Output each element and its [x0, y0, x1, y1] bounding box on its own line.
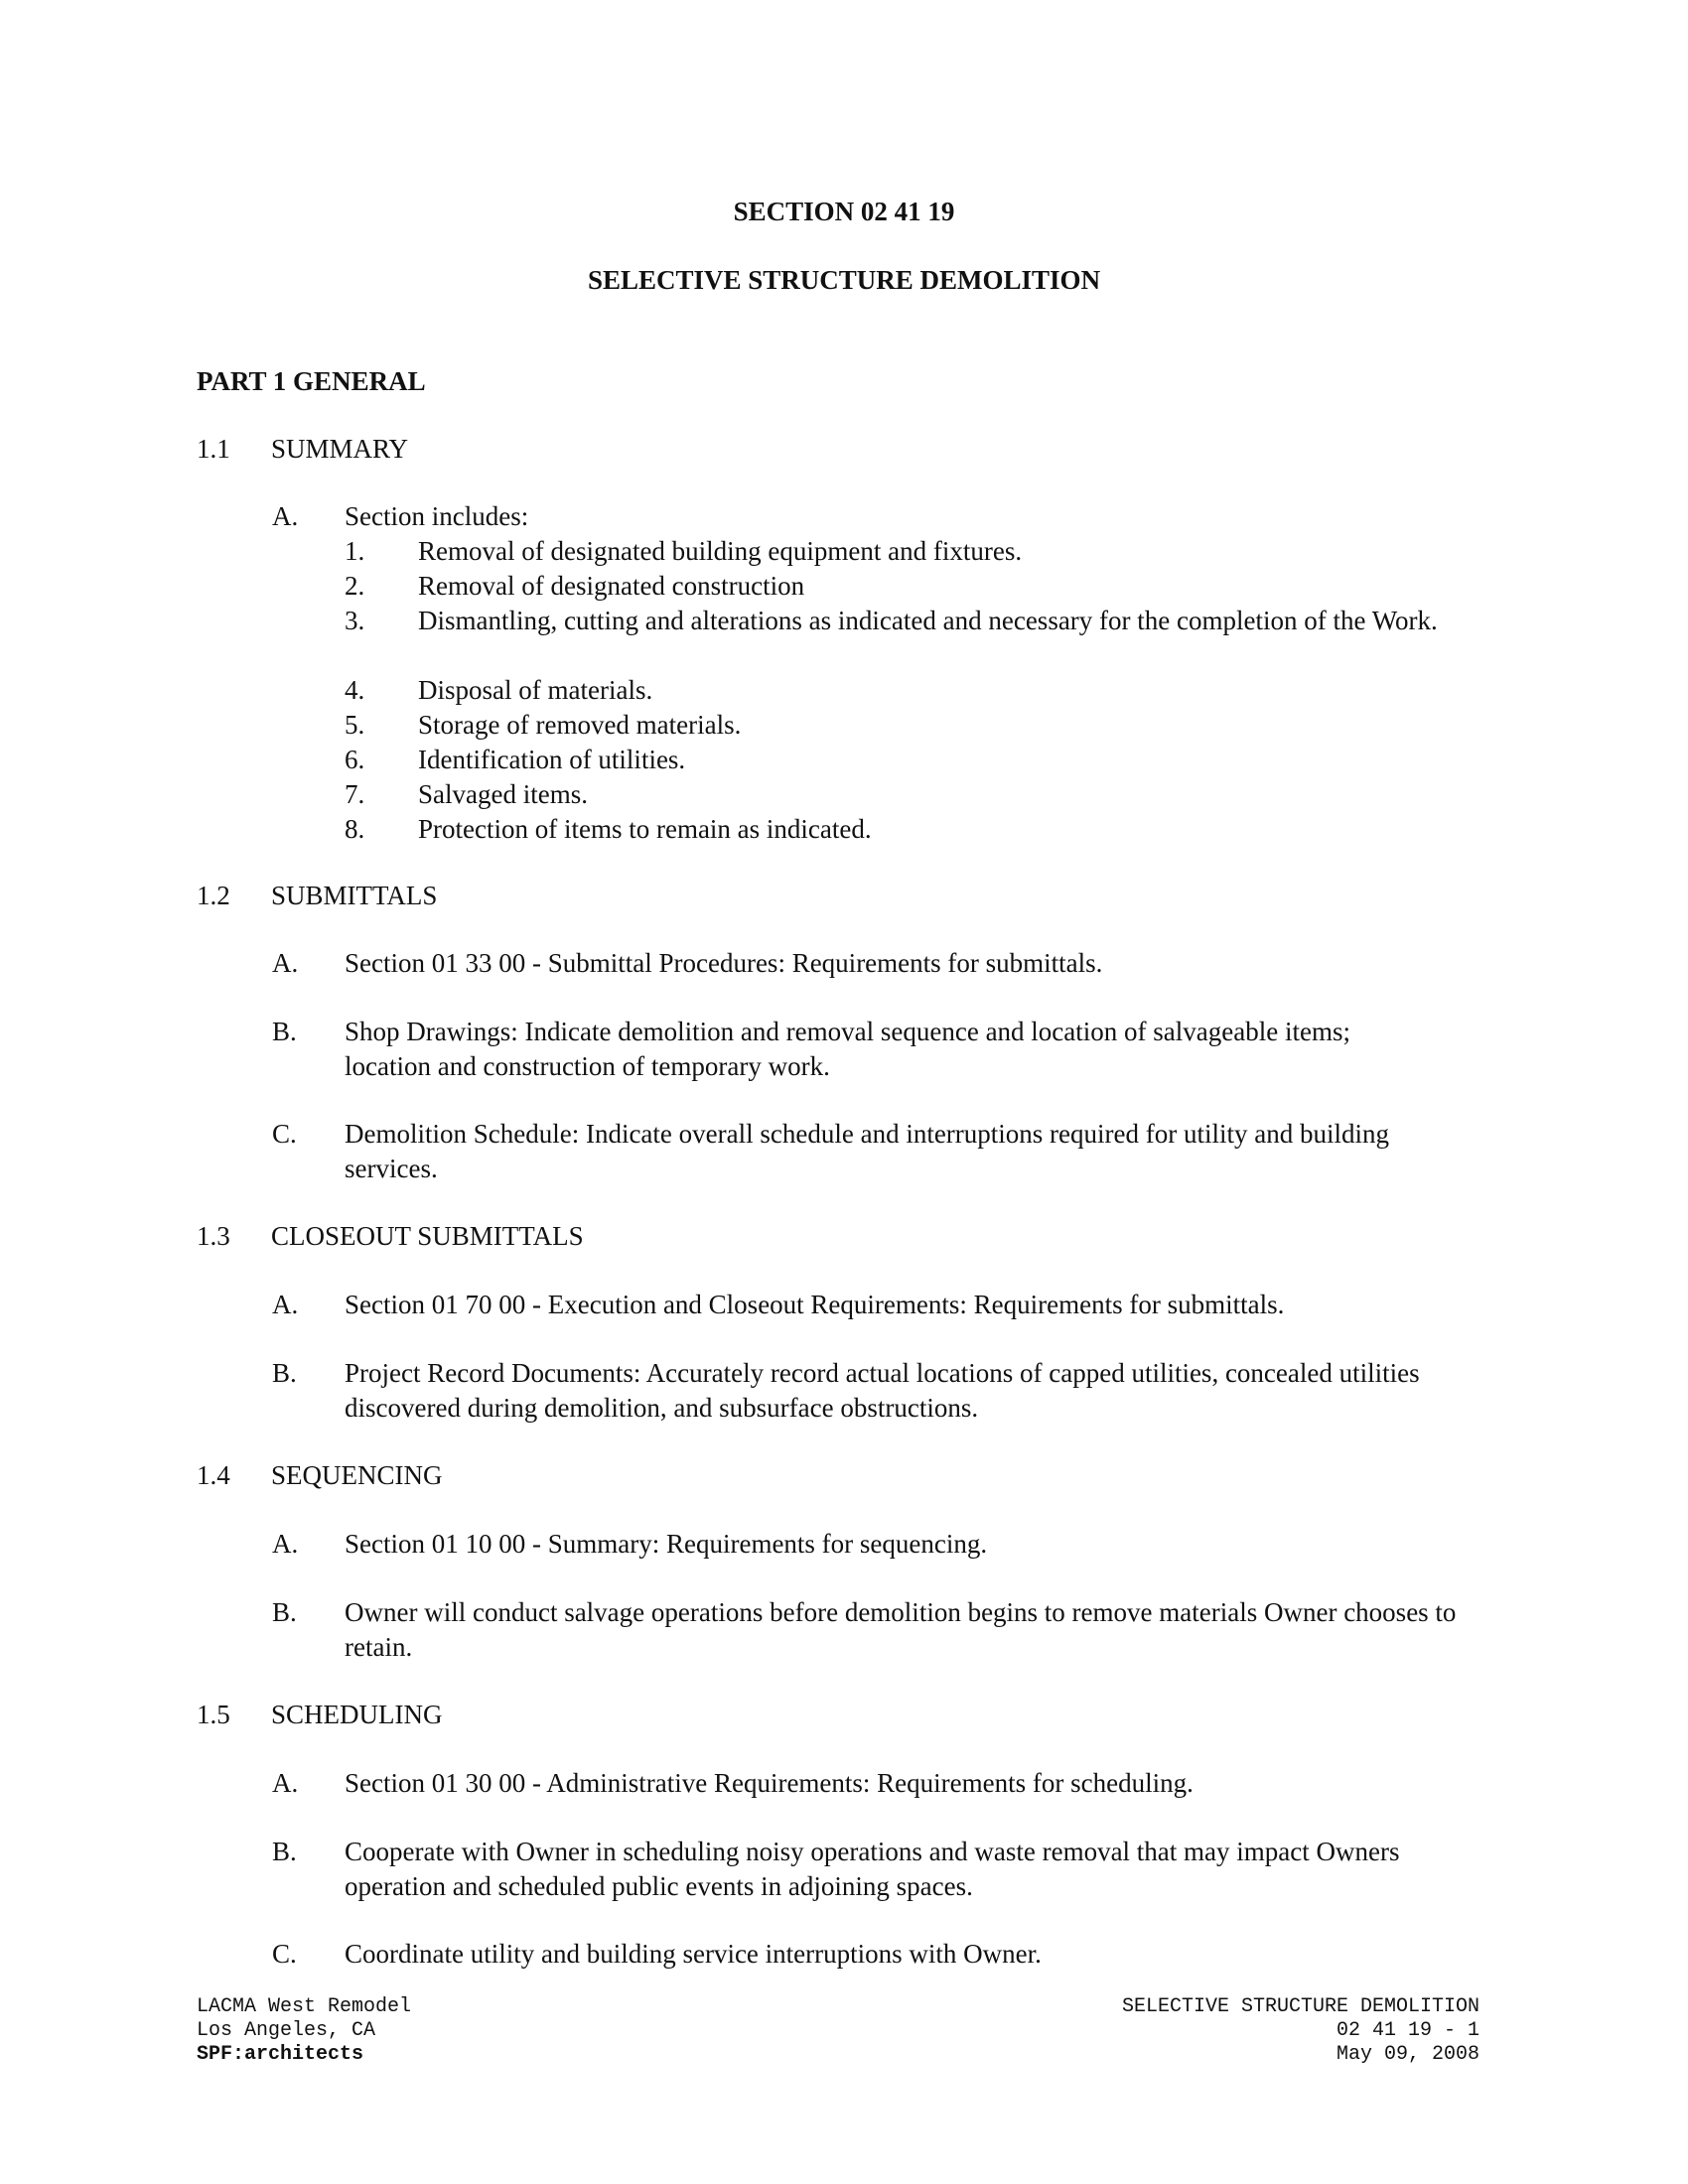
list-number: 5.	[345, 710, 365, 740]
article-number: 1.2	[197, 881, 230, 910]
list-number: 8.	[345, 814, 365, 844]
paragraph-label: A.	[272, 1290, 299, 1319]
list-item: Salvaged items.	[418, 779, 588, 809]
list-number: 4.	[345, 675, 365, 705]
list-number: 7.	[345, 779, 365, 809]
list-item: Identification of utilities.	[418, 745, 686, 774]
list-number: 3.	[345, 606, 365, 635]
paragraph-text: Section 01 33 00 - Submittal Procedures: Requirements for submittals.	[345, 948, 1103, 978]
paragraph-label: A.	[272, 948, 299, 978]
list-item: Storage of removed materials.	[418, 710, 742, 740]
section-number: SECTION 02 41 19	[733, 197, 955, 226]
footer-page-ref: 02 41 19 - 1	[1336, 2019, 1479, 2042]
list-number: 2.	[345, 571, 365, 601]
paragraph-text: Demolition Schedule: Indicate overall schedule and interruptions required for utility and building services.	[345, 1119, 1389, 1183]
paragraph-label: B.	[272, 1837, 297, 1866]
footer-firm: SPF:architects	[197, 2043, 364, 2066]
paragraph-text: Project Record Documents: Accurately record actual locations of capped utilities, concealed utilities discovered during demolition, and subsurface obstructions.	[345, 1358, 1420, 1423]
footer-date: May 09, 2008	[1336, 2043, 1479, 2066]
article-title: SCHEDULING	[271, 1700, 443, 1729]
article-title: CLOSEOUT SUBMITTALS	[271, 1221, 584, 1251]
article-title: SUBMITTALS	[271, 881, 438, 910]
list-number: 1.	[345, 536, 365, 566]
paragraph-text: Section 01 10 00 - Summary: Requirements for sequencing.	[345, 1529, 988, 1559]
part-title: PART 1 GENERAL	[197, 366, 426, 396]
paragraph-label: A.	[272, 501, 299, 531]
list-item: Dismantling, cutting and alterations as indicated and necessary for the completion of the Work.	[418, 606, 1438, 635]
article-number: 1.1	[197, 434, 230, 464]
paragraph-text: Cooperate with Owner in scheduling noisy operations and waste removal that may impact Owners operation and scheduled public events in adjoining spaces.	[345, 1837, 1400, 1901]
article-title: SUMMARY	[271, 434, 409, 464]
paragraph-text: Coordinate utility and building service interruptions with Owner.	[345, 1939, 1042, 1969]
paragraph-text: Section 01 30 00 - Administrative Requirements: Requirements for scheduling.	[345, 1768, 1194, 1798]
footer-project: LACMA West Remodel	[197, 1995, 412, 2018]
paragraph-label: A.	[272, 1529, 299, 1559]
list-item: Removal of designated building equipment and fixtures.	[418, 536, 1023, 566]
paragraph-label: B.	[272, 1358, 297, 1388]
article-number: 1.4	[197, 1460, 230, 1490]
list-item: Removal of designated construction	[418, 571, 805, 601]
footer-section-title: SELECTIVE STRUCTURE DEMOLITION	[1121, 1995, 1479, 2018]
article-number: 1.3	[197, 1221, 230, 1251]
section-title: SELECTIVE STRUCTURE DEMOLITION	[587, 265, 1101, 295]
paragraph-text: Shop Drawings: Indicate demolition and removal sequence and location of salvageable items; location and construction of temporary work.	[345, 1017, 1350, 1081]
paragraph-label: C.	[272, 1119, 297, 1149]
list-number: 6.	[345, 745, 365, 774]
paragraph-label: A.	[272, 1768, 299, 1798]
paragraph-label: B.	[272, 1597, 297, 1627]
footer-location: Los Angeles, CA	[197, 2019, 376, 2042]
paragraph-label: B.	[272, 1017, 297, 1046]
paragraph-label: C.	[272, 1939, 297, 1969]
list-item: Protection of items to remain as indicated.	[418, 814, 872, 844]
paragraph-text: Section includes:	[345, 501, 529, 531]
paragraph-text: Section 01 70 00 - Execution and Closeout Requirements: Requirements for submittals.	[345, 1290, 1285, 1319]
article-number: 1.5	[197, 1700, 230, 1729]
paragraph-text: Owner will conduct salvage operations before demolition begins to remove materials Owner chooses to retain.	[345, 1597, 1457, 1662]
article-title: SEQUENCING	[271, 1460, 443, 1490]
list-item: Disposal of materials.	[418, 675, 653, 705]
